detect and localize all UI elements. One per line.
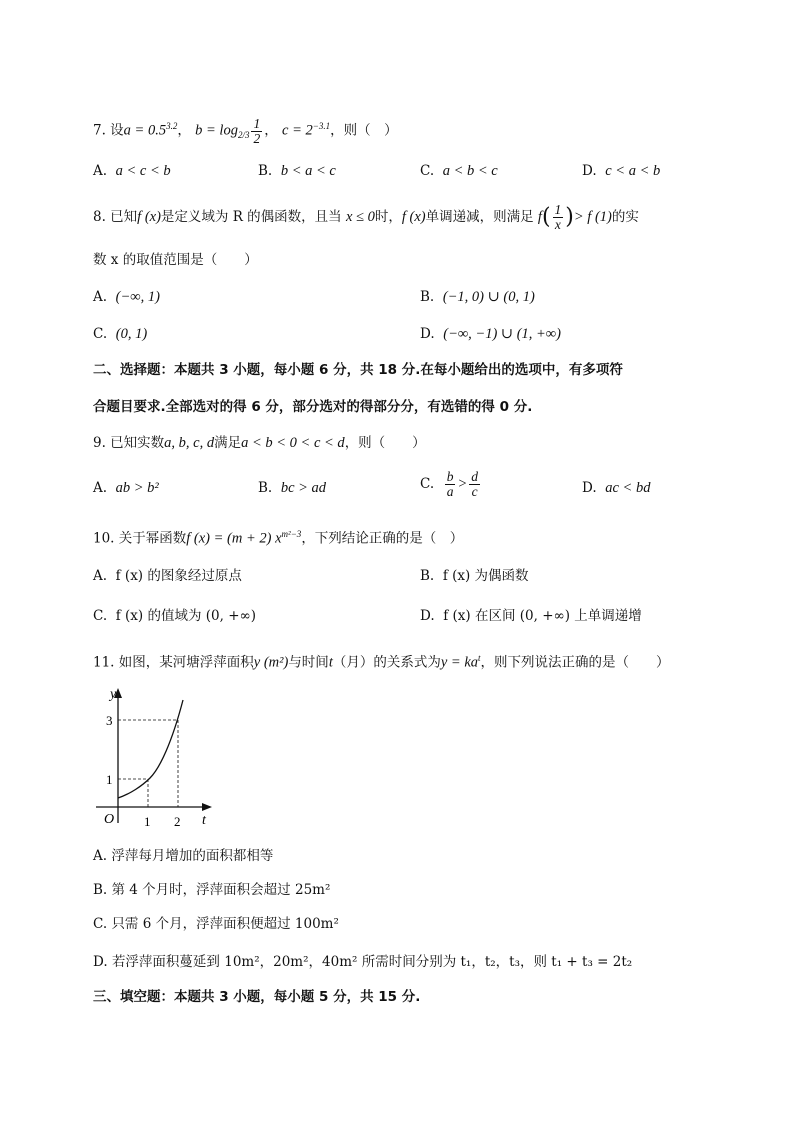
q9-option-a[interactable]: A. ab > b²: [93, 480, 159, 496]
exponential-curve: [118, 700, 183, 798]
question-7-stem: 7. 设$a = 0.5^{3.2}$， $b = \log_{2/3}$ $\frac{1}{2}$ ， $c = 2^{-3.1}$，则（ ）: [93, 115, 398, 146]
q7-b-base: 2/3: [237, 130, 250, 141]
x-tick-2: 2: [174, 814, 181, 829]
origin-label: O: [104, 812, 115, 827]
y-tick-3: 3: [106, 713, 113, 728]
q9-option-c[interactable]: C. $\frac{b}{a}$ > $\frac{d}{c}$: [420, 469, 479, 499]
q7-b-fraction: $\frac{1}{2}$: [253, 115, 261, 146]
question-11-stem: 11. 如图，某河塘浮萍面积y (m²)与时间t（月）的关系式为$y = ka^t$，则下列说法正确的是（ ）: [93, 653, 670, 671]
q7-option-d[interactable]: D. c < a < b: [582, 163, 661, 179]
q11-option-c[interactable]: C. 只需 6 个月，浮萍面积便超过 100m²: [93, 916, 339, 932]
q11-graph: [90, 682, 220, 832]
q7-option-c[interactable]: C. a < b < c: [420, 163, 498, 179]
q7-c-expr: c = 2: [282, 122, 313, 139]
q7-b-expr: b = log: [195, 122, 238, 139]
q10-option-a[interactable]: A. f (x) 的图象经过原点: [93, 568, 242, 584]
question-9-stem: 9. 已知实数a, b, c, d满足a < b < 0 < c < d，则（ ）: [93, 435, 426, 451]
question-10-stem: 10. 关于幂函数f (x) = (m + 2) $x^{m^2-3}$，下列结论正确的是（ ）: [93, 529, 464, 547]
q7-c-exponent: −3.1: [312, 121, 331, 131]
q7-option-b[interactable]: B. b < a < c: [258, 163, 336, 179]
q9-option-d[interactable]: D. ac < bd: [582, 480, 651, 496]
q10-option-b[interactable]: B. f (x) 为偶函数: [420, 568, 529, 584]
section-2-heading-line1: 二、选择题：本题共 3 小题，每小题 6 分，共 18 分.在每小题给出的选项中，有多项符: [93, 362, 623, 378]
q7-suffix: ，则（ ）: [330, 122, 398, 139]
q8-fraction: $\frac{1}{x}$: [554, 202, 562, 232]
q10-option-c[interactable]: C. f (x) 的值域为 (0, +∞): [93, 608, 257, 624]
q8-option-b[interactable]: B. (−1, 0) ∪ (0, 1): [420, 289, 535, 305]
q10-option-d[interactable]: D. f (x) 在区间 (0, +∞) 上单调递增: [420, 608, 642, 624]
x-axis-arrow-icon: [202, 803, 212, 811]
x-tick-1: 1: [144, 814, 151, 829]
question-8-stem-line2: 数 x 的取值范围是（ ）: [93, 252, 258, 268]
q7-option-a[interactable]: A. a < c < b: [93, 163, 171, 179]
section-2-heading-line2: 合题目要求.全部选对的得 6 分，部分选对的得部分分，有选错的得 0 分.: [93, 399, 533, 415]
q7-a-exponent: 3.2: [166, 121, 178, 131]
q11-option-b[interactable]: B. 第 4 个月时，浮萍面积会超过 25m²: [93, 882, 331, 898]
x-axis-label: t: [202, 813, 206, 828]
question-8-stem-line1: 8. 已知f (x)是定义域为 R 的偶函数，且当 x ≤ 0时，f (x)单调递减，则满足 f( $\frac{1}{x}$ )> f (1)的实: [93, 202, 639, 232]
y-axis-label: y: [110, 687, 117, 702]
q11-option-a[interactable]: A. 浮萍每月增加的面积都相等: [93, 848, 274, 864]
y-tick-1: 1: [106, 772, 113, 787]
section-3-heading: 三、填空题：本题共 3 小题，每小题 5 分，共 15 分.: [93, 989, 421, 1005]
q9-option-b[interactable]: B. bc > ad: [258, 480, 327, 496]
q8-option-d[interactable]: D. (−∞, −1) ∪ (1, +∞): [420, 326, 561, 342]
q7-prefix: 7. 设: [93, 122, 124, 139]
q7-a-expr: a = 0.5: [123, 122, 167, 139]
q11-option-d[interactable]: D. 若浮萍面积蔓延到 10m²，20m²，40m² 所需时间分别为 t₁，t₂，t₃，则 t₁ + t₃ = 2t₂: [93, 954, 633, 970]
q8-option-a[interactable]: A. (−∞, 1): [93, 289, 160, 305]
q8-option-c[interactable]: C. (0, 1): [93, 326, 148, 342]
